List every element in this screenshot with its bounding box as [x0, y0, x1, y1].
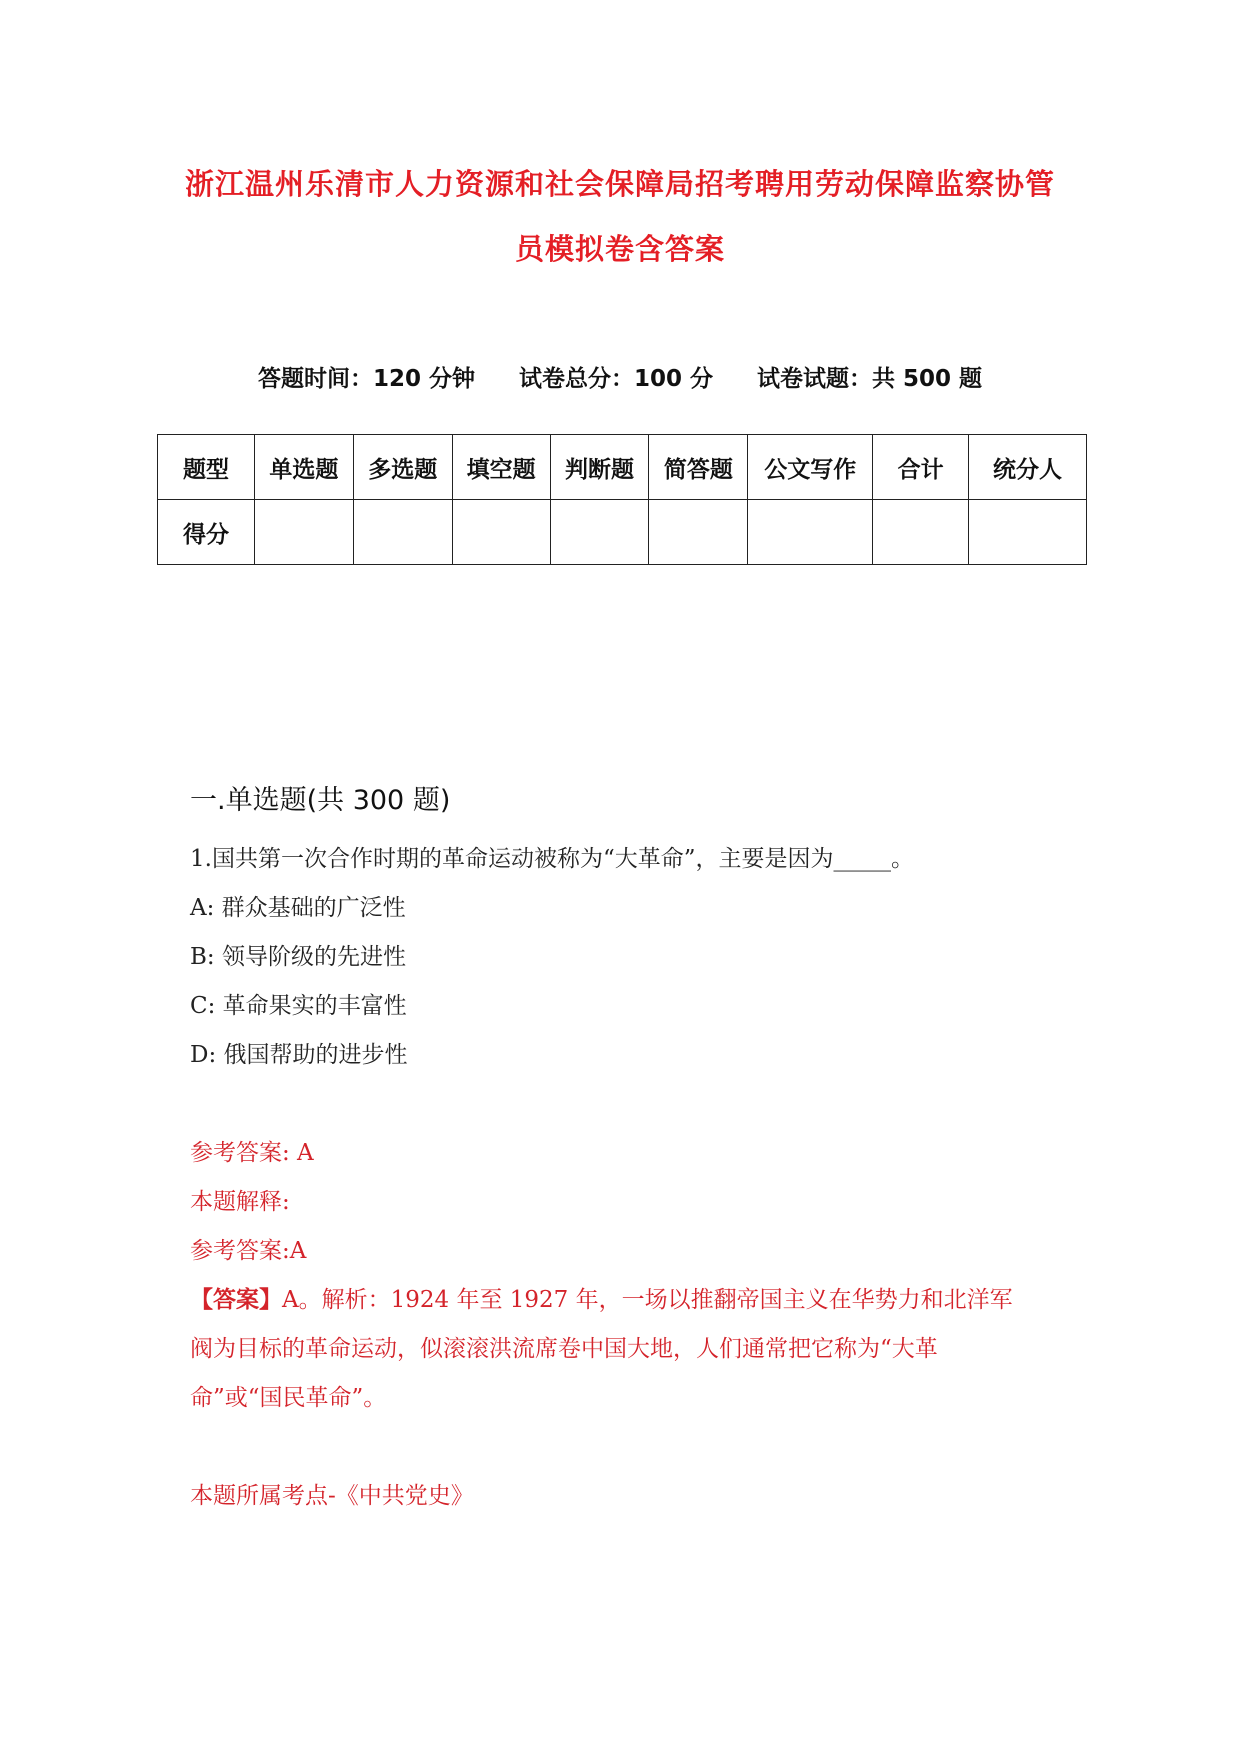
header-cell: 填空题 [452, 435, 550, 500]
option-a: A: 群众基础的广泛性 [190, 895, 406, 921]
topic-label: 本题所属考点-《中共党史》 [190, 1483, 474, 1509]
header-cell: 判断题 [550, 435, 649, 500]
document-title-line-2: 员模拟卷含答案 [514, 232, 725, 266]
score-table-score-row [158, 500, 1087, 565]
option-b: B: 领导阶级的先进性 [190, 944, 406, 970]
exam-meta [0, 360, 1240, 393]
score-cell [452, 500, 550, 565]
header-cell: 多选题 [353, 435, 452, 500]
score-table [157, 434, 1087, 565]
score-cell [353, 500, 452, 565]
header-cell: 题型 [158, 435, 255, 500]
header-cell: 单选题 [254, 435, 353, 500]
exam-total-score: 试卷总分：100 分 [518, 366, 714, 392]
score-row-label: 得分 [158, 500, 255, 565]
reference-answer: 参考答案: A [190, 1140, 314, 1166]
analysis-line-1 [190, 1281, 1013, 1314]
question-stem: 1.国共第一次合作时期的革命运动被称为“大革命”，主要是因为_____。 [190, 846, 914, 872]
header-cell: 简答题 [649, 435, 748, 500]
analysis-tag: 【答案】 [190, 1286, 282, 1313]
score-cell [550, 500, 649, 565]
analysis-line-3: 命”或“国民革命”。 [190, 1385, 387, 1411]
section-title: 一.单选题(共 300 题) [190, 785, 451, 816]
reference-answer-2: 参考答案:A [190, 1238, 307, 1264]
score-cell [254, 500, 353, 565]
header-cell: 合计 [873, 435, 969, 500]
explanation-label: 本题解释: [190, 1189, 290, 1215]
header-cell: 统分人 [969, 435, 1087, 500]
score-cell [873, 500, 969, 565]
score-cell [748, 500, 873, 565]
document-title-line-1: 浙江温州乐清市人力资源和社会保障局招考聘用劳动保障监察协管 [184, 167, 1055, 201]
exam-question-count: 试卷试题：共 500 题 [757, 366, 983, 392]
exam-time: 答题时间：120 分钟 [257, 366, 475, 392]
analysis-text-1: A。解析：1924 年至 1927 年，一场以推翻帝国主义在华势力和北洋军 [282, 1287, 1013, 1313]
option-c: C: 革命果实的丰富性 [190, 993, 407, 1019]
option-d: D: 俄国帮助的进步性 [190, 1042, 408, 1068]
score-cell [649, 500, 748, 565]
header-cell: 公文写作 [748, 435, 873, 500]
score-cell [969, 500, 1087, 565]
score-table-header-row [158, 435, 1087, 500]
analysis-line-2: 阀为目标的革命运动，似滚滚洪流席卷中国大地，人们通常把它称为“大革 [190, 1336, 938, 1362]
